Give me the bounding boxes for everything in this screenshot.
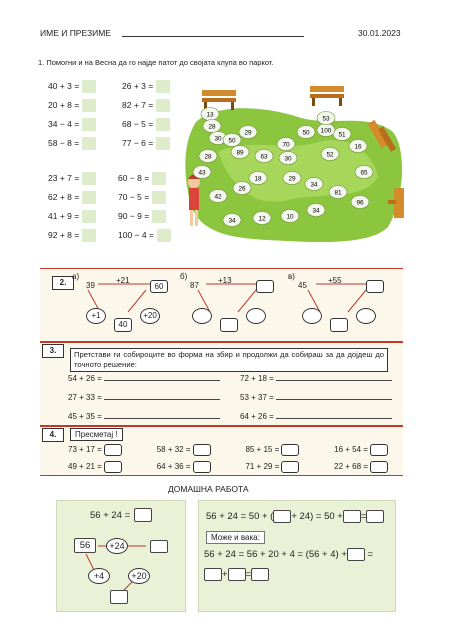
stone (233, 182, 251, 195)
hw-p24-circle: +24 (106, 538, 128, 554)
task3-number: 3. (42, 344, 64, 358)
stone (201, 108, 219, 121)
task1-col1 (48, 80, 96, 156)
task1-col2 (122, 80, 170, 156)
hw-eq3: 56 + 24 = 56 + 20 + 4 = (56 + 4) + = (204, 549, 374, 561)
answer-line[interactable] (276, 399, 392, 400)
svg-text:30: 30 (214, 135, 222, 143)
eq: 70 − 5 = (118, 191, 171, 204)
stone (283, 172, 301, 185)
eq: 26 + 3 = (122, 80, 170, 93)
stone (355, 166, 373, 179)
svg-text:51: 51 (338, 131, 346, 139)
eq: 34 − 4 = (48, 118, 96, 131)
answer-box[interactable] (152, 191, 166, 204)
hw-p20-circle: +20 (128, 568, 150, 584)
stone (307, 204, 325, 217)
svg-text:29: 29 (288, 175, 296, 183)
hw-n56-box: 56 (74, 538, 96, 553)
stone (317, 112, 335, 125)
svg-text:18: 18 (254, 175, 262, 183)
svg-text:29: 29 (244, 129, 252, 137)
a-start: 39 (86, 281, 95, 290)
answer-box[interactable] (82, 99, 96, 112)
t3-right-3: 64 + 26 = (240, 412, 392, 421)
a-circle-2: +20 (140, 308, 160, 324)
t4-item: 16 + 54 = (334, 444, 388, 456)
task3-instruction: Претстави ги собироците во форма на збир и продолжи да собираш за да дојдеш до точното решение: (70, 348, 388, 372)
answer-box[interactable] (152, 172, 166, 185)
stone (321, 148, 339, 161)
eq: 60 − 8 = (118, 172, 171, 185)
svg-text:53: 53 (322, 115, 330, 123)
eq: 77 − 6 = (122, 137, 170, 150)
eq: 82 + 7 = (122, 99, 170, 112)
answer-box[interactable] (152, 210, 166, 223)
svg-text:70: 70 (282, 141, 290, 149)
eq: 90 − 9 = (118, 210, 171, 223)
t4-item: 73 + 17 = (68, 444, 122, 456)
eq: 100 − 4 = (118, 229, 171, 242)
task1-col1b (48, 172, 96, 248)
answer-box[interactable] (156, 118, 170, 131)
eq: 92 + 8 = (48, 229, 96, 242)
eq: 62 + 8 = (48, 191, 96, 204)
stone (255, 150, 273, 163)
svg-text:12: 12 (258, 215, 266, 223)
t4-item: 64 + 36 = (157, 461, 211, 473)
park-illustration (178, 82, 410, 248)
t3-right-1: 72 + 18 = (240, 374, 392, 383)
answer-box[interactable] (156, 137, 170, 150)
svg-text:30: 30 (284, 155, 292, 163)
b-mid-box[interactable] (220, 318, 238, 332)
svg-text:42: 42 (214, 193, 222, 201)
stone (281, 210, 299, 223)
stone (209, 190, 227, 203)
task1-col2b (118, 172, 171, 248)
svg-text:89: 89 (236, 149, 244, 157)
stone (223, 134, 241, 147)
v-circle-1[interactable] (302, 308, 322, 324)
eq: 23 + 7 = (48, 172, 96, 185)
task2-number: 2. (52, 276, 74, 290)
task1-instruction: 1. Помогни и на Весна да го најде патот до својата клупа во паркот. (38, 58, 274, 67)
bench-icon (202, 90, 236, 110)
svg-text:34: 34 (312, 207, 320, 215)
b-op: +13 (218, 276, 232, 285)
svg-text:13: 13 (206, 111, 214, 119)
t3-left-2: 27 + 33 = (68, 393, 220, 402)
hw-note: Може и вака: (206, 531, 265, 544)
hw-box[interactable] (150, 540, 168, 553)
task4-grid (68, 444, 388, 473)
stone (333, 128, 351, 141)
answer-line[interactable] (104, 418, 220, 419)
svg-text:28: 28 (208, 123, 216, 131)
answer-line[interactable] (276, 380, 392, 381)
svg-text:10: 10 (286, 213, 294, 221)
answer-box[interactable] (82, 210, 96, 223)
b-circle-2[interactable] (246, 308, 266, 324)
answer-box[interactable] (82, 80, 96, 93)
t4-item: 58 + 32 = (157, 444, 211, 456)
svg-text:50: 50 (228, 137, 236, 145)
date: 30.01.2023 (358, 28, 401, 38)
answer-line[interactable] (104, 399, 220, 400)
eq: 58 − 8 = (48, 137, 96, 150)
name-line[interactable] (122, 36, 304, 37)
hw-eq4: + = (204, 568, 269, 581)
answer-box[interactable] (156, 99, 170, 112)
homework-title: ДОМАШНА РАБОТА (168, 484, 249, 494)
t4-item: 22 + 68 = (334, 461, 388, 473)
stone (203, 120, 221, 133)
answer-box[interactable] (82, 172, 96, 185)
a-end-box: 60 (150, 280, 168, 293)
b-circle-1[interactable] (192, 308, 212, 324)
svg-text:65: 65 (360, 169, 368, 177)
t4-item: 71 + 29 = (245, 461, 299, 473)
label-v: в) (288, 272, 295, 281)
t3-left-3: 45 + 35 = (68, 412, 220, 421)
hw-eq2: 56 + 24 = 50 + ( + 24) = 50 + = (206, 510, 384, 523)
stone (317, 124, 335, 137)
a-op: +21 (116, 276, 130, 285)
svg-text:50: 50 (302, 129, 310, 137)
svg-text:100: 100 (320, 127, 332, 135)
stone (279, 152, 297, 165)
stone (239, 126, 257, 139)
bench-icon (310, 86, 344, 106)
task4-instruction: Пресметај ! (70, 428, 123, 441)
svg-text:34: 34 (310, 181, 318, 189)
hw-box[interactable] (110, 590, 128, 604)
b-end-box[interactable] (256, 280, 274, 293)
t3-left-1: 54 + 26 = (68, 374, 220, 383)
v-start: 45 (298, 281, 307, 290)
answer-box[interactable] (82, 191, 96, 204)
svg-text:28: 28 (204, 153, 212, 161)
answer-box[interactable] (157, 229, 171, 242)
t4-item: 49 + 21 = (68, 461, 122, 473)
eq: 20 + 8 = (48, 99, 96, 112)
answer-line[interactable] (276, 418, 392, 419)
task4-number: 4. (42, 428, 64, 442)
label-a: а) (72, 272, 80, 281)
stone (199, 150, 217, 163)
v-op: +55 (328, 276, 342, 285)
svg-text:96: 96 (356, 199, 364, 207)
answer-box[interactable] (82, 118, 96, 131)
stone (297, 126, 315, 139)
svg-text:81: 81 (334, 189, 342, 197)
answer-box[interactable] (82, 229, 96, 242)
stone (253, 212, 271, 225)
stone (305, 178, 323, 191)
v-circle-2[interactable] (356, 308, 376, 324)
stone (223, 214, 241, 227)
answer-box[interactable] (82, 137, 96, 150)
name-label: ИМЕ И ПРЕЗИМЕ (40, 28, 111, 38)
answer-box[interactable] (156, 80, 170, 93)
a-circle-1: +1 (86, 308, 106, 324)
stone (351, 196, 369, 209)
b-start: 87 (190, 281, 199, 290)
svg-text:34: 34 (228, 217, 236, 225)
v-end-box[interactable] (366, 280, 384, 293)
hw-eq1: 56 + 24 = (90, 510, 131, 521)
svg-text:16: 16 (354, 143, 362, 151)
v-mid-box[interactable] (330, 318, 348, 332)
svg-text:26: 26 (238, 185, 246, 193)
stone (249, 172, 267, 185)
svg-text:43: 43 (198, 169, 206, 177)
eq: 41 + 9 = (48, 210, 96, 223)
a-mid-box: 40 (114, 318, 132, 332)
stone (231, 146, 249, 159)
eq: 68 − 5 = (122, 118, 170, 131)
stone (277, 138, 295, 151)
stone (349, 140, 367, 153)
hw-p4-circle: +4 (88, 568, 110, 584)
answer-line[interactable] (104, 380, 220, 381)
t3-right-2: 53 + 37 = (240, 393, 392, 402)
stone (193, 166, 211, 179)
svg-text:52: 52 (326, 151, 334, 159)
t4-item: 85 + 15 = (245, 444, 299, 456)
svg-text:63: 63 (260, 153, 268, 161)
eq: 40 + 3 = (48, 80, 96, 93)
stone (329, 186, 347, 199)
label-b: б) (180, 272, 188, 281)
